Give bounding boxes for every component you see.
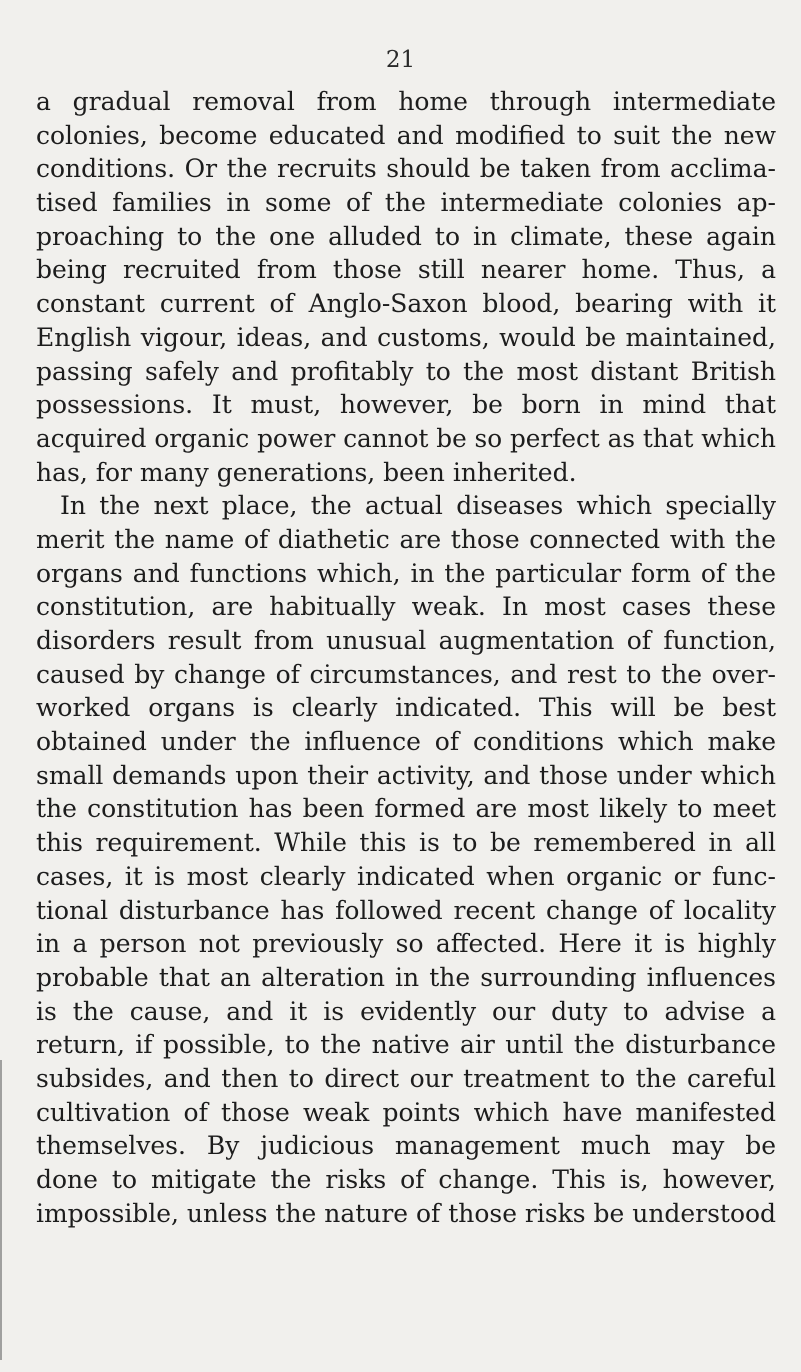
text-line: passing safely and profitably to the most distant British — [36, 356, 776, 386]
text-line: being recruited from those still nearer home. Thus, a — [36, 255, 776, 285]
text-line: this requirement. While this is to be remembered in all — [36, 828, 776, 858]
text-line: organs and functions which, in the particular form of the — [36, 558, 776, 588]
text-line: tised families in some of the intermediate colonies ap- — [36, 188, 776, 218]
text-line: return, if possible, to the native air until the disturbance — [36, 1030, 776, 1060]
text-line: acquired organic power cannot be so perfect as that which — [36, 423, 776, 453]
text-line: cultivation of those weak points which have manifested — [36, 1097, 776, 1127]
page-number: 21 — [385, 47, 416, 73]
text-line: In the next place, the actual diseases which specially — [60, 491, 776, 521]
text-line: colonies, become educated and modified to suit the new — [36, 120, 776, 150]
text-line: probable that an alteration in the surrounding influences — [36, 962, 776, 992]
text-line: worked organs is clearly indicated. This will be best — [36, 693, 776, 723]
text-line: the constitution has been formed are most likely to meet — [36, 794, 776, 824]
body-text — [36, 85, 776, 1230]
text-line: impossible, unless the nature of those risks be understood — [36, 1198, 777, 1228]
text-line: English vigour, ideas, and customs, would be maintained, — [36, 322, 776, 352]
text-line: conditions. Or the recruits should be taken from acclima- — [36, 154, 776, 184]
text-line: is the cause, and it is evidently our duty to advise a — [36, 996, 776, 1026]
text-line: constant current of Anglo-Saxon blood, bearing with it — [36, 289, 776, 319]
text-line: subsides, and then to direct our treatment to the careful — [36, 1063, 776, 1093]
text-line: possessions. It must, however, be born in mind that — [36, 390, 776, 420]
text-line: cases, it is most clearly indicated when organic or func- — [36, 861, 776, 891]
text-line: a gradual removal from home through intermediate — [36, 87, 776, 116]
text-line: small demands upon their activity, and those under which — [36, 760, 776, 790]
text-line: done to mitigate the risks of change. This is, however, — [36, 1165, 776, 1194]
text-line: themselves. By judicious management much may be — [36, 1131, 776, 1161]
text-line: has, for many generations, been inherited. — [36, 457, 577, 487]
text-line: proaching to the one alluded to in climate, these again — [36, 221, 776, 251]
text-line: in a person not previously so affected. Here it is highly — [36, 929, 776, 959]
text-line: merit the name of diathetic are those connected with the — [36, 524, 776, 554]
text-line: caused by change of circumstances, and rest to the over- — [36, 659, 776, 689]
text-line: constitution, are habitually weak. In most cases these — [36, 592, 776, 622]
page-edge-shadow — [0, 1060, 2, 1360]
text-line: disorders result from unusual augmentation of function, — [36, 626, 776, 655]
text-line: obtained under the influence of conditions which make — [36, 727, 776, 757]
text-line: tional disturbance has followed recent change of locality — [36, 895, 776, 925]
